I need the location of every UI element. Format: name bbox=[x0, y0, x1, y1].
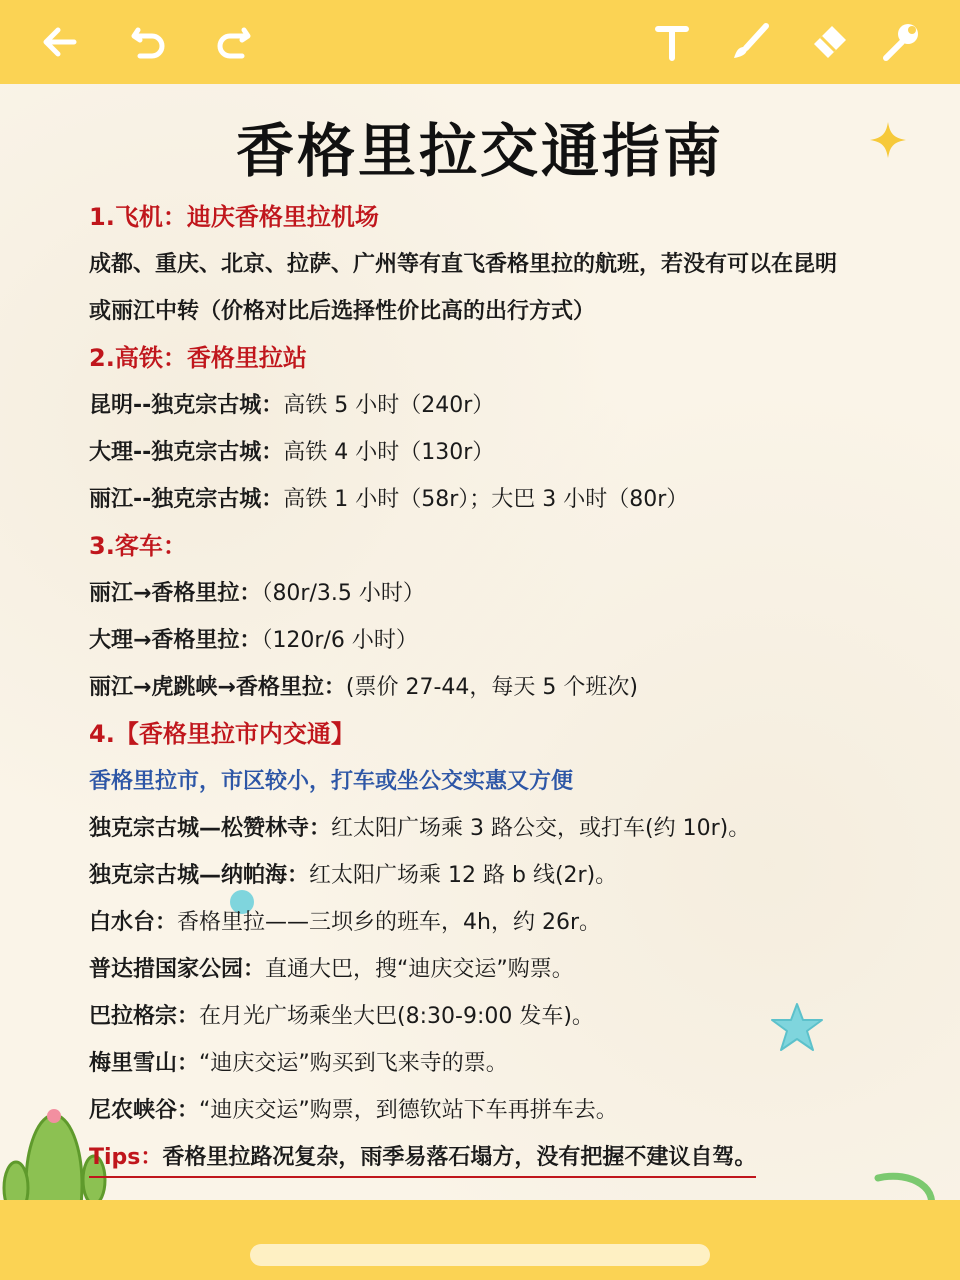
local-subheading: 香格里拉市，市区较小，打车或坐公交实惠又方便 bbox=[89, 769, 574, 794]
tips-text: 香格里拉路况复杂，雨季易落石塌方，没有把握不建议自驾。 bbox=[162, 1145, 757, 1170]
back-button[interactable] bbox=[32, 14, 88, 70]
route-label: 丽江→虎跳峡→香格里拉： bbox=[89, 675, 346, 700]
rail-route-row bbox=[89, 429, 909, 476]
local-route-row bbox=[89, 1040, 909, 1087]
route-value: 高铁 1 小时（58r）；大巴 3 小时（80r） bbox=[283, 487, 689, 512]
route-value: “迪庆交运”购买到飞来寺的票。 bbox=[199, 1051, 508, 1076]
rail-route-row bbox=[89, 476, 909, 523]
tips-underline bbox=[89, 1140, 756, 1178]
route-value: (票价 27-44，每天 5 个班次) bbox=[345, 675, 638, 700]
route-value: 高铁 5 小时（240r） bbox=[283, 393, 495, 418]
route-label: 丽江--独克宗古城： bbox=[89, 487, 284, 512]
section-heading-local: 4.【香格里拉市内交通】 bbox=[89, 720, 355, 748]
section-heading-rail: 2.高铁：香格里拉站 bbox=[89, 344, 307, 372]
local-route-row bbox=[89, 805, 909, 852]
text-tool-button[interactable] bbox=[644, 14, 700, 70]
undo-icon bbox=[126, 20, 170, 64]
section-heading-flight: 1.飞机：迪庆香格里拉机场 bbox=[89, 203, 379, 231]
tips-label: Tips： bbox=[89, 1145, 163, 1170]
route-label: 白水台： bbox=[89, 910, 178, 935]
settings-button[interactable] bbox=[872, 14, 928, 70]
bus-route-row bbox=[89, 570, 909, 617]
local-route-row bbox=[89, 993, 909, 1040]
route-value: （80r/3.5 小时） bbox=[261, 581, 425, 606]
eraser-icon bbox=[806, 20, 850, 64]
undo-button[interactable] bbox=[120, 14, 176, 70]
route-label: 巴拉格宗： bbox=[89, 1004, 200, 1029]
wrench-icon bbox=[878, 20, 922, 64]
brush-tool-button[interactable] bbox=[722, 14, 778, 70]
route-label: 独克宗古城—纳帕海： bbox=[89, 863, 310, 888]
guide-content bbox=[89, 194, 909, 1181]
route-label: 大理→香格里拉： bbox=[89, 628, 262, 653]
bus-route-row bbox=[89, 617, 909, 664]
route-label: 独克宗古城—松赞林寺： bbox=[89, 816, 332, 841]
section-heading-bus: 3.客车： bbox=[89, 532, 187, 560]
redo-button[interactable] bbox=[206, 14, 262, 70]
route-value: 高铁 4 小时（130r） bbox=[283, 440, 495, 465]
local-route-row bbox=[89, 946, 909, 993]
arrow-left-icon bbox=[38, 20, 82, 64]
bus-route-row bbox=[89, 664, 909, 711]
local-route-row bbox=[89, 852, 909, 899]
tips-row bbox=[89, 1134, 909, 1181]
route-value: 红太阳广场乘 12 路 b 线(2r)。 bbox=[309, 863, 618, 888]
rail-route-row bbox=[89, 382, 909, 429]
route-value: 在月光广场乘坐大巴(8:30-9:00 发车)。 bbox=[199, 1004, 594, 1029]
route-label: 丽江→香格里拉： bbox=[89, 581, 262, 606]
route-label: 大理--独克宗古城： bbox=[89, 440, 284, 465]
route-label: 普达措国家公园： bbox=[89, 957, 266, 982]
top-toolbar bbox=[0, 0, 960, 84]
local-route-row bbox=[89, 1087, 909, 1134]
route-value: （120r/6 小时） bbox=[261, 628, 418, 653]
text-tool-icon bbox=[650, 20, 694, 64]
flight-text-line-2: 或丽江中转（价格对比后选择性价比高的出行方式） bbox=[89, 299, 596, 324]
route-value: “迪庆交运”购票，到德钦站下车再拼车去。 bbox=[199, 1098, 618, 1123]
route-label: 尼农峡谷： bbox=[89, 1098, 200, 1123]
route-value: 红太阳广场乘 3 路公交，或打车(约 10r)。 bbox=[331, 816, 751, 841]
bottom-bar bbox=[0, 1200, 960, 1280]
home-indicator[interactable] bbox=[250, 1244, 710, 1266]
brush-icon bbox=[728, 20, 772, 64]
route-value: 香格里拉——三坝乡的班车，4h，约 26r。 bbox=[177, 910, 601, 935]
redo-icon bbox=[212, 20, 256, 64]
eraser-tool-button[interactable] bbox=[800, 14, 856, 70]
page-title: 香格里拉交通指南 bbox=[235, 117, 724, 185]
local-route-row bbox=[89, 899, 909, 946]
route-label: 梅里雪山： bbox=[89, 1051, 200, 1076]
route-label: 昆明--独克宗古城： bbox=[89, 393, 284, 418]
flight-text-line-1: 成都、重庆、北京、拉萨、广州等有直飞香格里拉的航班，若没有可以在昆明 bbox=[89, 252, 838, 277]
route-value: 直通大巴，搜“迪庆交运”购票。 bbox=[265, 957, 574, 982]
